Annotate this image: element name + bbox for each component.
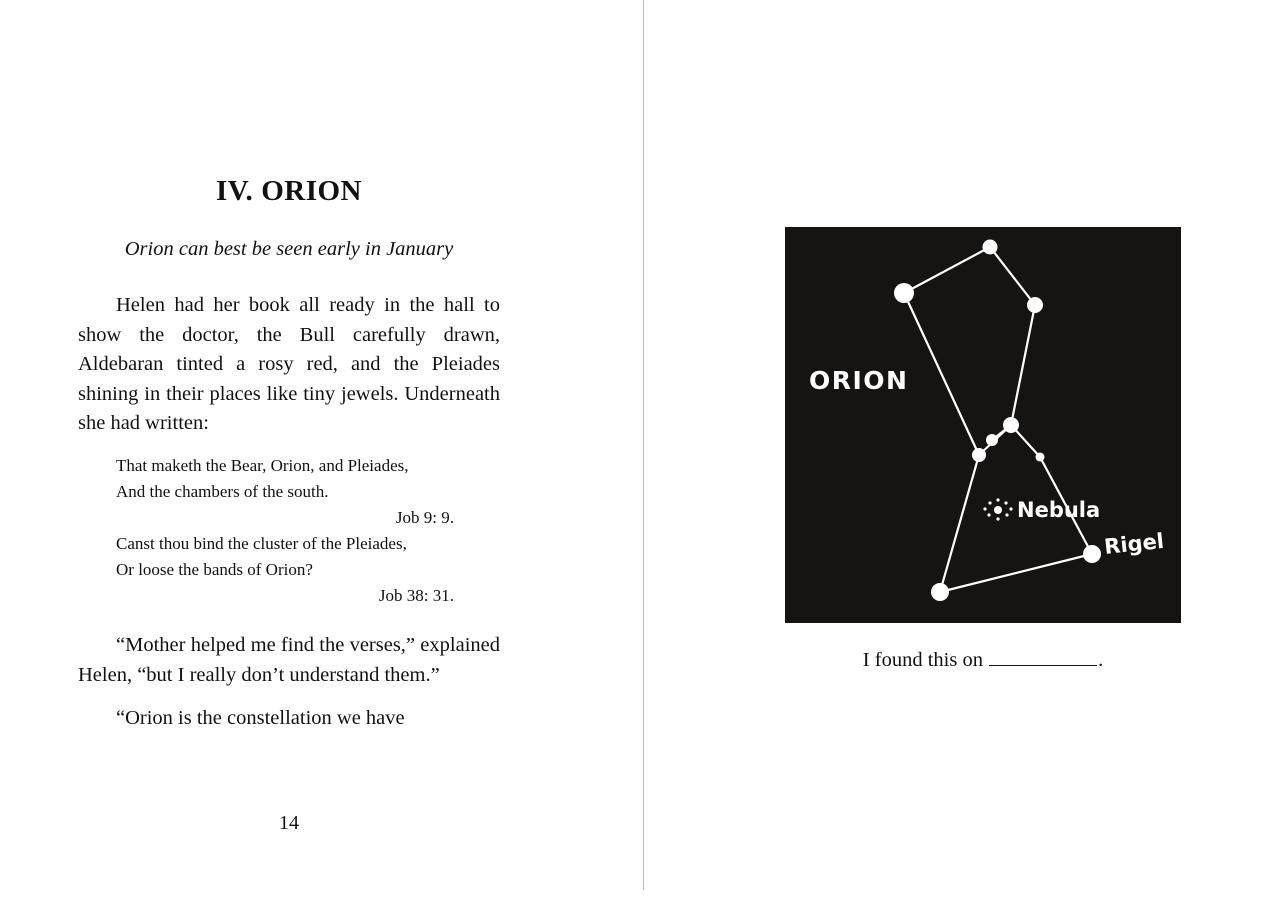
left-page-text-column xyxy=(78,175,500,734)
label-orion: ORION xyxy=(809,366,909,395)
scripture-quote-block xyxy=(78,453,500,609)
verse-line: Or loose the bands of Orion? xyxy=(116,559,313,579)
verse-line: Canst thou bind the cluster of the Pleiades, xyxy=(116,533,407,553)
page-number-value: 14 xyxy=(279,812,299,834)
verse-reference: Job 38: 31. xyxy=(378,585,454,605)
verse-line: And the chambers of the south. xyxy=(116,481,329,501)
caption-text: I found this on xyxy=(862,649,983,671)
body-paragraph-3: “Orion is the constellation we have xyxy=(116,707,405,730)
constellation-svg xyxy=(785,227,1181,623)
page-number xyxy=(0,812,644,835)
right-page xyxy=(644,0,1288,900)
caption-period: . xyxy=(1098,649,1104,671)
illustration-caption xyxy=(785,648,1181,672)
plate-background xyxy=(787,228,1179,621)
label-rigel: Rigel xyxy=(1103,528,1166,559)
body-paragraph-2: “Mother helped me find the verses,” explained Helen, “but I really don’t understand them.” xyxy=(78,633,500,686)
chapter-number: IV. xyxy=(215,175,254,207)
orion-constellation-illustration xyxy=(785,227,1181,623)
verse-reference: Job 9: 9. xyxy=(395,507,454,527)
verse-line: That maketh the Bear, Orion, and Pleiades, xyxy=(116,455,409,475)
body-paragraph-1: Helen had her book all ready in the hall to show the doctor, the Bull carefully drawn, Aldebaran tinted a rosy red, and the Pleiades shining in their places like tiny jewels. Underneath she had written: xyxy=(78,294,500,435)
page-title xyxy=(78,175,500,208)
label-nebula: Nebula xyxy=(1017,498,1101,522)
fill-in-blank[interactable] xyxy=(989,648,1097,666)
chapter-title: ORION xyxy=(261,175,363,207)
chapter-subtitle: Orion can best be seen early in January xyxy=(124,238,454,260)
